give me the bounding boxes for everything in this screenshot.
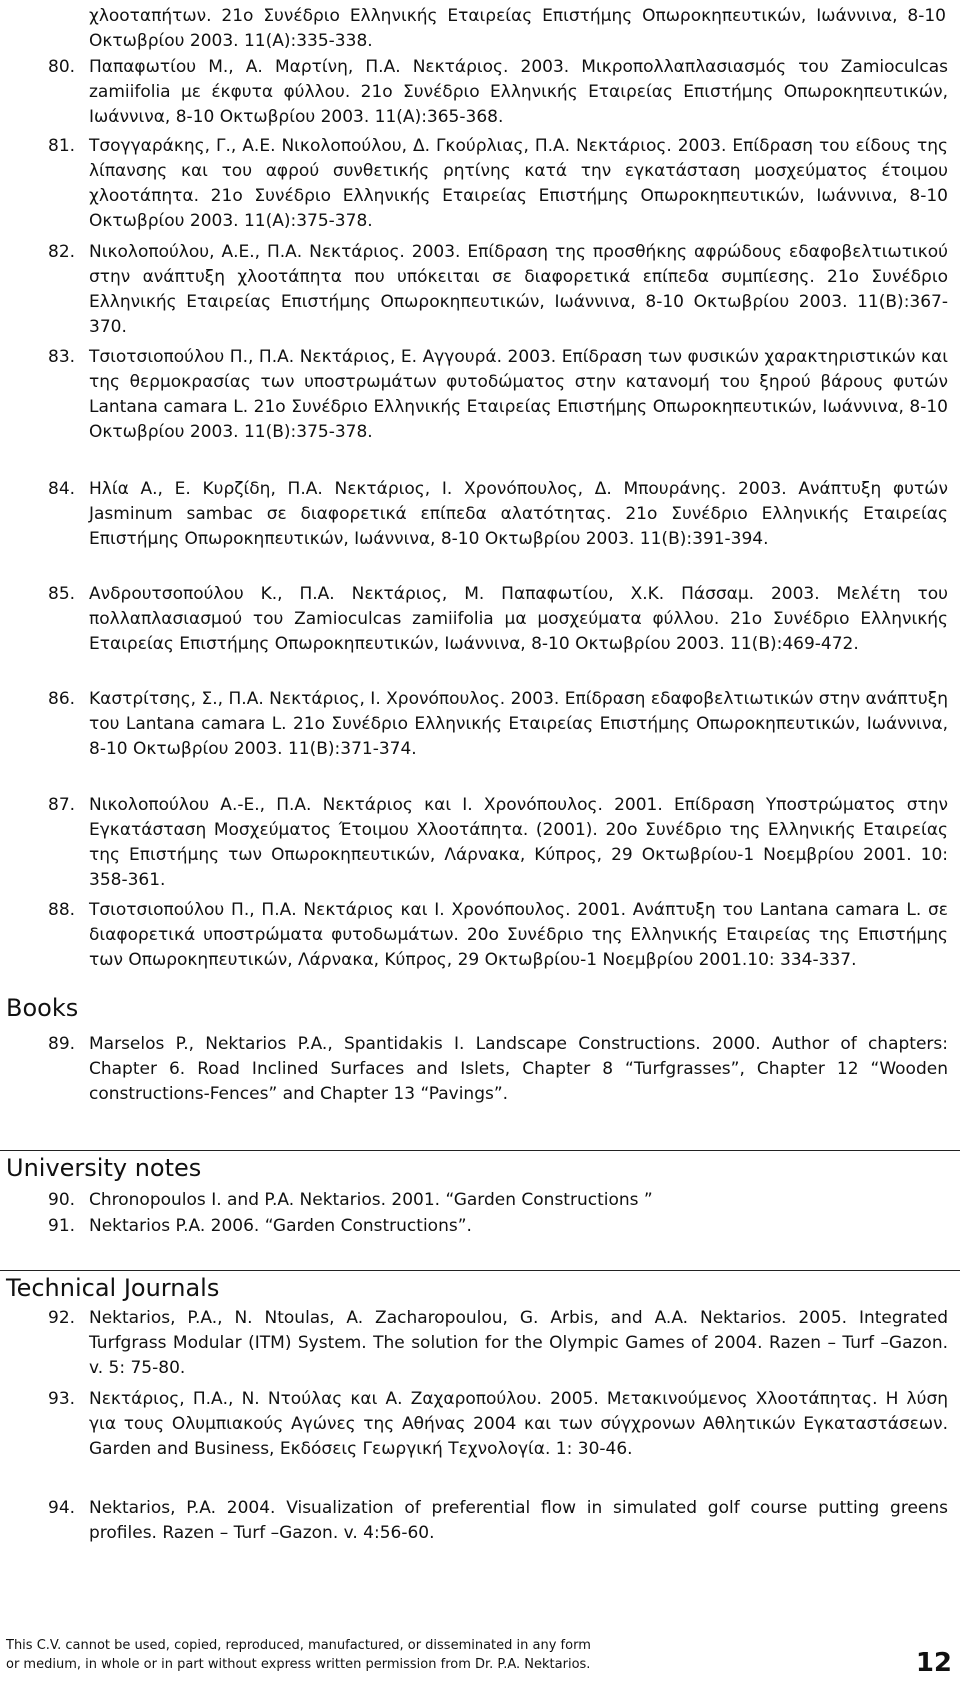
entry-text: Νικολοπούλου, Α.Ε., Π.Α. Νεκτάριος. 2003. Επίδραση της προσθήκης αφρώδους εδαφοβελτιωτικού στην ανάπτυξη χλοοτάπητα που υπόκειται σε διαφορετικά επίπεδα συμπίεσης. 21ο Συνέδριο Ελληνικής Εταιρείας Επιστήμης Οπωροκηπευτικών, Ιωάννινα, 8-10 Οκτωβρίου 2003. 11(Β):367-370.: [89, 242, 948, 337]
entry-text: Καστρίτσης, Σ., Π.Α. Νεκτάριος, Ι. Χρονόπουλος. 2003. Επίδραση εδαφοβελτιωτικών στην ανάπτυξη του Lantana camara L. 21ο Συνέδριο Ελληνικής Εταιρείας Επιστήμης Οπωροκηπευτικών, Ιωάννινα, 8-10 Οκτωβρίου 2003. 11(Β):371-374.: [89, 689, 948, 759]
section-heading-university-notes: University notes: [6, 1154, 202, 1182]
section-divider: [0, 1270, 960, 1271]
entry-text: Νεκτάριος, Π.Α., Ν. Ντούλας και Α. Ζαχαροπούλου. 2005. Μετακινούμενος Χλοοτάπητας. Η λύση για τους Ολυμπιακούς Αγώνες της Αθήνας 2004 και των σύγχρονων Αθλητικών Εγκαταστάσεων. Garden and Business, Εκδόσεις Γεωργική Τεχνολογία. 1: 30-46.: [89, 1389, 948, 1459]
section-heading-books: Books: [6, 994, 79, 1022]
entry-text: Nektarios, P.A. 2004. Visualization of preferential flow in simulated golf course putting greens profiles. Razen – Turf –Gazon. v. 4:56-60.: [89, 1498, 948, 1543]
list-item: [48, 1188, 948, 1213]
entry-text: Τσιοτσιοπούλου Π., Π.Α. Νεκτάριος, Ε. Αγγουρά. 2003. Επίδραση των φυσικών χαρακτηριστικών και της θερμοκρασίας των υποστρωμάτων φυτοδώματος στην κατανομή του ξηρού βάρους φυτών Lantana camara L. 21ο Συνέδριο Ελληνικής Εταιρείας Επιστήμης Οπωροκηπευτικών, Ιωάννινα, 8-10 Οκτωβρίου 2003. 11(Β):375-378.: [89, 347, 948, 442]
entry-number: 80.: [48, 57, 76, 77]
list-item: [48, 582, 948, 657]
entry-number: 94.: [48, 1498, 76, 1518]
list-item: [48, 1496, 948, 1546]
copyright-footer: [6, 1636, 591, 1674]
entry-number: 87.: [48, 795, 76, 815]
entry-number: 85.: [48, 584, 76, 604]
entry-number: 91.: [48, 1216, 76, 1236]
entry-number: 92.: [48, 1308, 76, 1328]
entry-text: Τσιοτσιοπούλου Π., Π.Α. Νεκτάριος και Ι. Χρονόπουλος. 2001. Ανάπτυξη του Lantana camara L. σε διαφορετικά υποστρώματα φυτοδωμάτων. 20ο Συνέδριο της Ελληνικής Εταιρείας της Επιστήμης των Οπωροκηπευτικών, Λάρνακα, Κύπρος, 29 Οκτωβρίου-1 Νοεμβρίου 2001.10: 334-337.: [89, 900, 948, 970]
entry-text: Ανδρουτσοπούλου Κ., Π.Α. Νεκτάριος, Μ. Παπαφωτίου, Χ.Κ. Πάσσαμ. 2003. Μελέτη του πολλαπλασιασμού του Zamioculcas zamiifolia μα μοσχεύματα φύλλου. 21ο Συνέδριο Ελληνικής Εταιρείας Επιστήμης Οπωροκηπευτικών, Ιωάννινα, 8-10 Οκτωβρίου 2003. 11(Β):469-472.: [89, 584, 948, 654]
entry-number: 83.: [48, 347, 76, 367]
entry-number: 84.: [48, 479, 76, 499]
footer-line: or medium, in whole or in part without express written permission from Dr. P.A. Nektarios.: [6, 1657, 591, 1672]
entry-text: Παπαφωτίου Μ., Α. Μαρτίνη, Π.Α. Νεκτάριος. 2003. Μικροπολλαπλασιασμός του Zamioculcas zamiifolia με έκφυτα φύλλου. 21ο Συνέδριο Ελληνικής Εταιρείας Επιστήμης Οπωροκηπευτικών, Ιωάννινα, 8-10 Οκτωβρίου 2003. 11(Α):365-368.: [89, 57, 948, 127]
entry-text: Chronopoulos I. and P.A. Nektarios. 2001. “Garden Constructions ”: [89, 1190, 653, 1210]
list-item: [48, 345, 948, 445]
list-item: [48, 687, 948, 762]
entry-text: Nektarios P.A. 2006. “Garden Constructions”.: [89, 1216, 472, 1236]
list-item: [48, 898, 948, 973]
entry-text: Nektarios, P.A., N. Ntoulas, A. Zacharopoulou, G. Arbis, and A.A. Nektarios. 2005. Integrated Turfgrass Modular (ITM) System. The solution for the Olympic Games of 2004. Razen – Turf –Gazon. v. 5: 75-80.: [89, 1308, 948, 1378]
entry-text: χλοοταπήτων. 21ο Συνέδριο Ελληνικής Εταιρείας Επιστήμης Οπωροκηπευτικών, Ιωάννινα, 8-10 Οκτωβρίου 2003. 11(Α):335-338.: [89, 6, 946, 51]
entry-number: 89.: [48, 1034, 76, 1054]
entry-number: 93.: [48, 1389, 76, 1409]
list-item: [48, 55, 948, 130]
entry-number: 88.: [48, 900, 76, 920]
list-item: [48, 793, 948, 893]
entry-text: Νικολοπούλου Α.-Ε., Π.Α. Νεκτάριος και Ι. Χρονόπουλος. 2001. Επίδραση Υποστρώματος στην Εγκατάσταση Μοσχεύματος Έτοιμου Χλοοτάπητα. (2001). 20ο Συνέδριο της Ελληνικής Εταιρείας της Επιστήμης των Οπωροκηπευτικών, Λάρνακα, Κύπρος, 29 Οκτωβρίου-1 Νοεμβρίου 2001. 10: 358-361.: [89, 795, 948, 890]
list-item: [48, 1306, 948, 1381]
entry-number: 86.: [48, 689, 76, 709]
list-item: [48, 240, 948, 340]
list-item: [48, 134, 948, 234]
list-item: [48, 1032, 948, 1107]
list-item: [48, 1214, 948, 1239]
page-number: 12: [915, 1648, 952, 1678]
entry-number: 82.: [48, 242, 76, 262]
section-divider: [0, 1150, 960, 1151]
footer-line: This C.V. cannot be used, copied, reproduced, manufactured, or disseminated in any form: [6, 1638, 591, 1653]
list-item: [89, 4, 946, 54]
entry-number: 90.: [48, 1190, 76, 1210]
section-heading-technical-journals: Technical Journals: [6, 1274, 220, 1302]
list-item: [48, 477, 948, 552]
entry-text: Τσογγαράκης, Γ., Α.Ε. Νικολοπούλου, Δ. Γκούρλιας, Π.Α. Νεκτάριος. 2003. Επίδραση του είδους της λίπανσης και του αφρού συνθετικής ρητίνης κατά την εγκατάσταση μοσχεύματος έτοιμου χλοοτάπητα. 21ο Συνέδριο Ελληνικής Εταιρείας Επιστήμης Οπωροκηπευτικών, Ιωάννινα, 8-10 Οκτωβρίου 2003. 11(Α):375-378.: [89, 136, 948, 231]
list-item: [48, 1387, 948, 1462]
entry-number: 81.: [48, 136, 76, 156]
entry-text: Marselos P., Nektarios P.A., Spantidakis I. Landscape Constructions. 2000. Author of chapters: Chapter 6. Road Inclined Surfaces and Islets, Chapter 8 “Turfgrasses”, Chapter 12 “Wooden constructions-Fences” and Chapter 13 “Pavings”.: [89, 1034, 948, 1104]
entry-text: Ηλία Α., Ε. Κυρζίδη, Π.Α. Νεκτάριος, Ι. Χρονόπουλος, Δ. Μπουράνης. 2003. Ανάπτυξη φυτών Jasminum sambac σε διαφορετικά επίπεδα αλατότητας. 21ο Συνέδριο Ελληνικής Εταιρείας Επιστήμης Οπωροκηπευτικών, Ιωάννινα, 8-10 Οκτωβρίου 2003. 11(Β):391-394.: [89, 479, 948, 549]
